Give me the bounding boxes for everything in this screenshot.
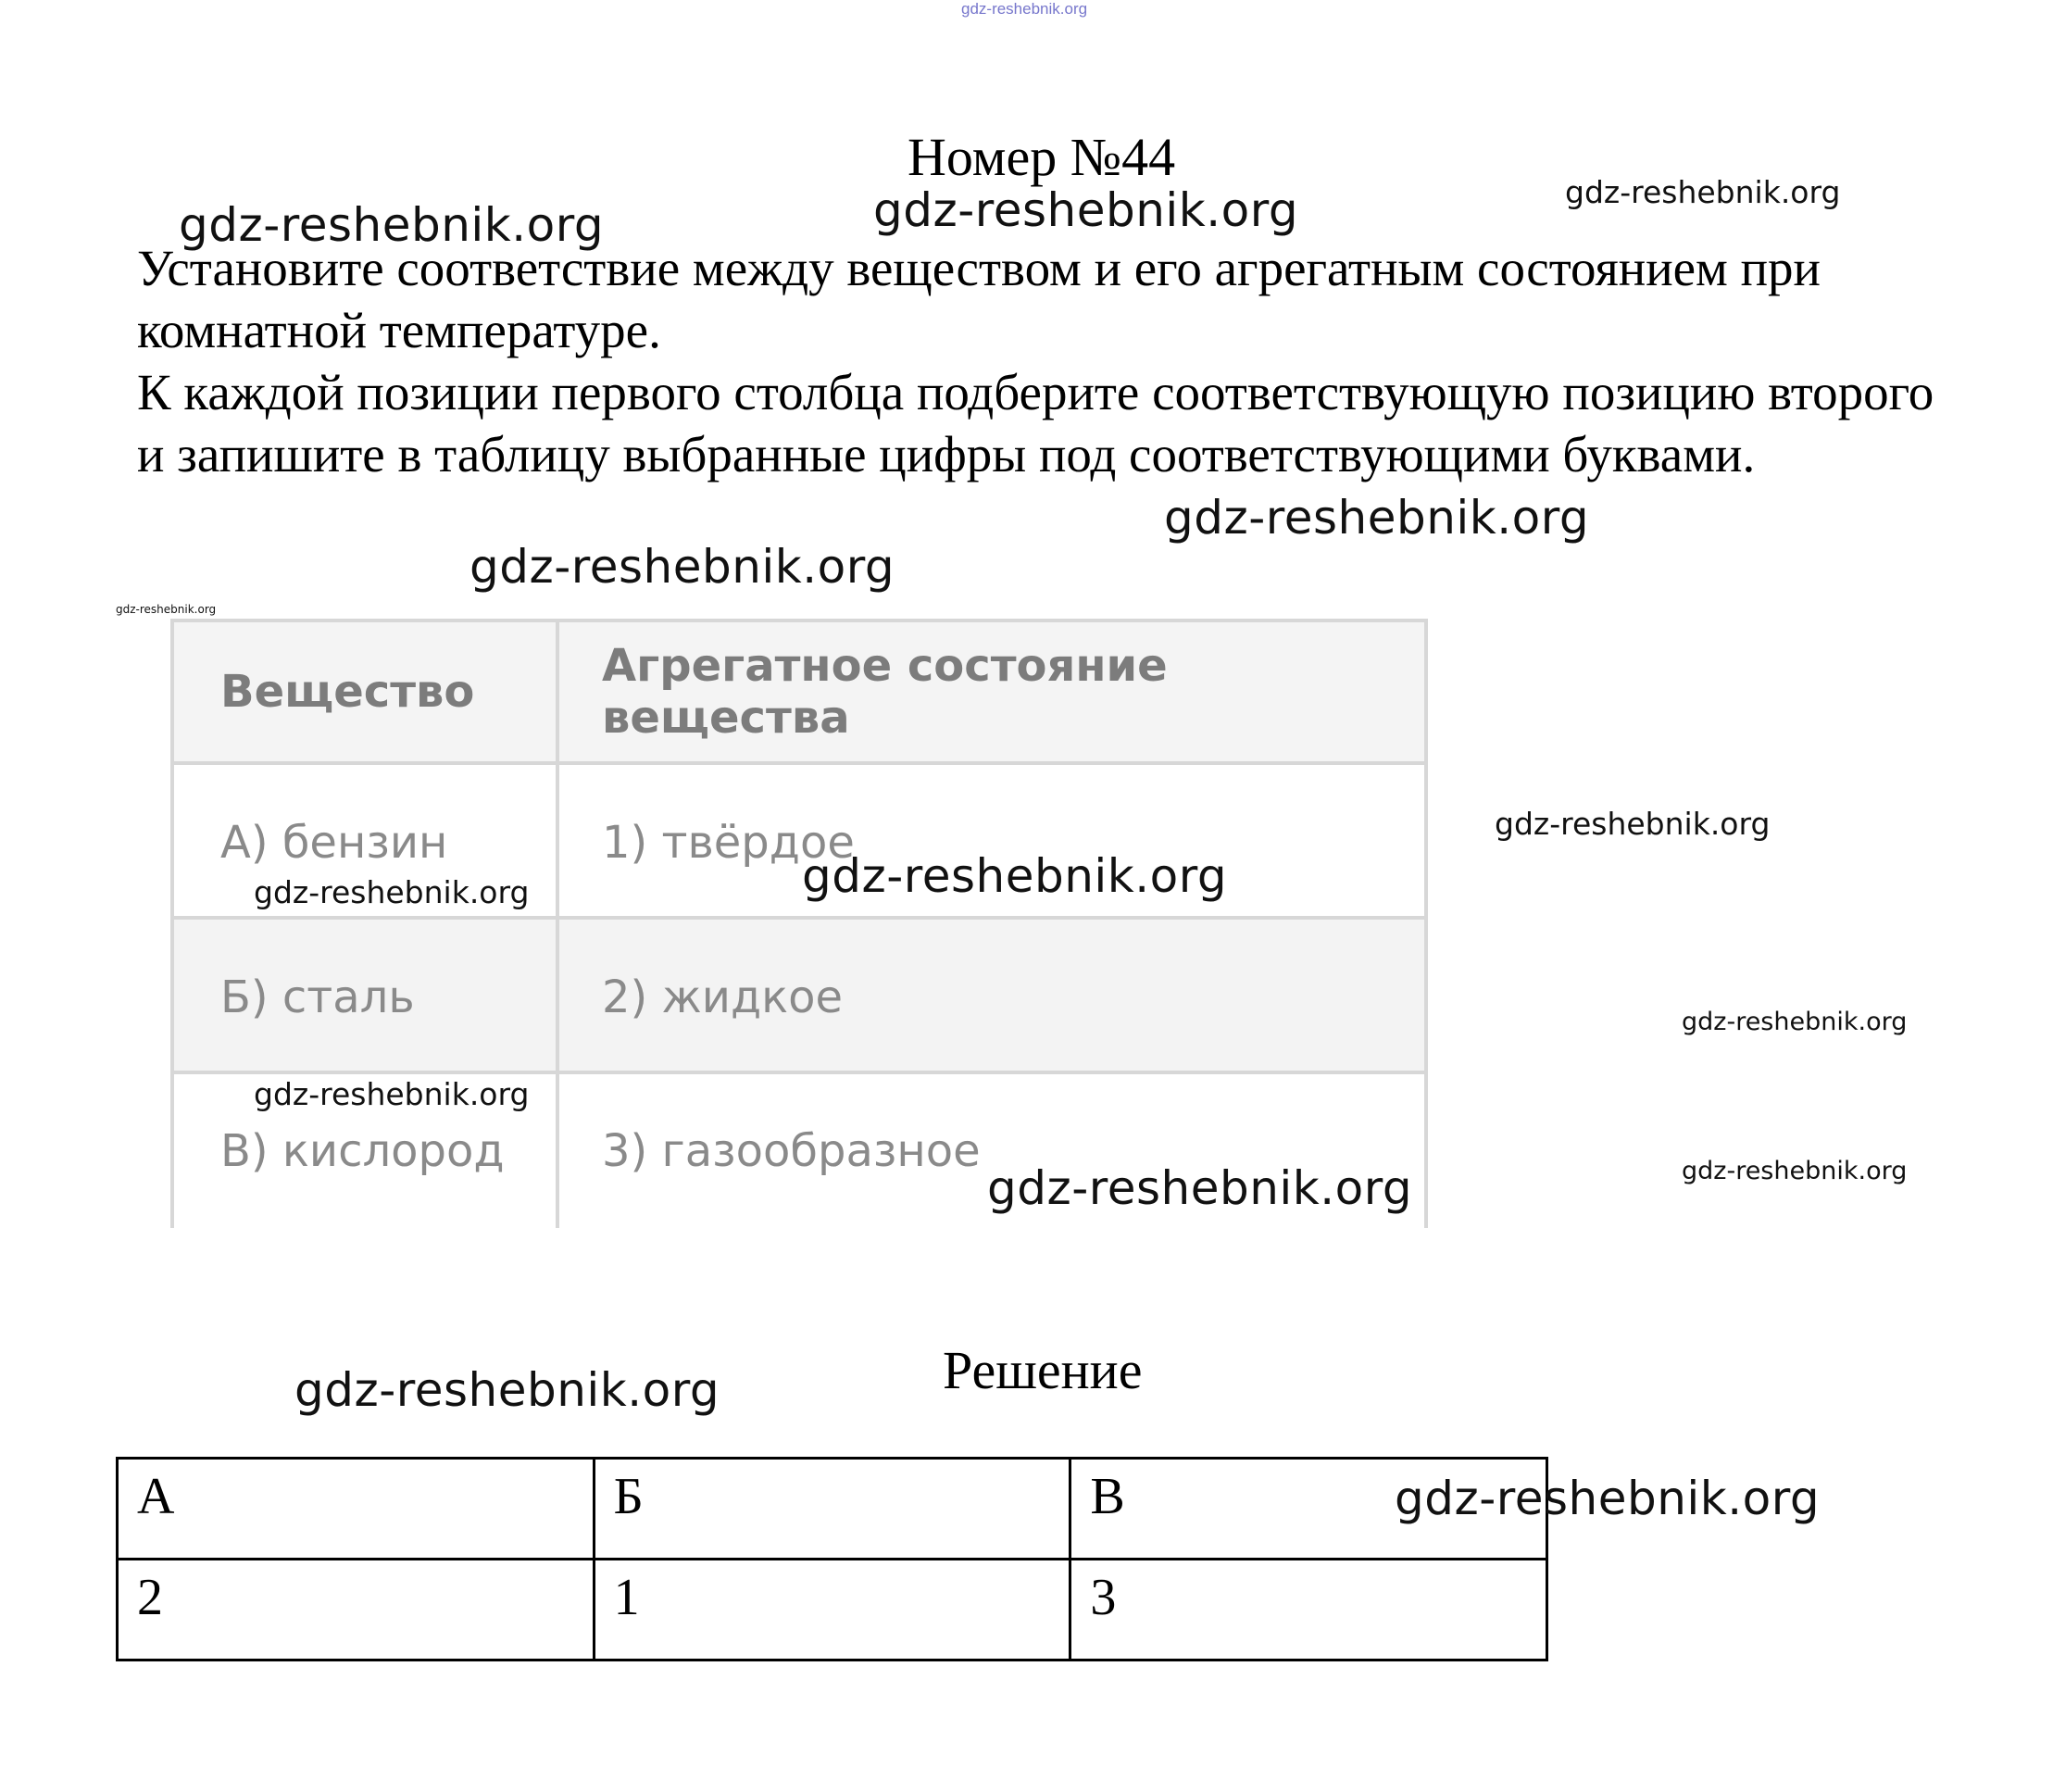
substance-cell: А) бензин — [220, 816, 448, 869]
watermark: gdz-reshebnik.org — [1682, 1157, 1908, 1185]
task-paragraph-1: Установите соответствие между веществом и его агрегатным состоянием при комнатной температуре. — [137, 240, 1821, 358]
watermark: gdz-reshebnik.org — [1164, 491, 1590, 545]
matching-table-header — [174, 622, 1424, 761]
solution-title: Решение — [943, 1340, 1143, 1400]
state-cell: 3) газообразное — [556, 1074, 1424, 1228]
substance-cell: В) кислород — [220, 1125, 505, 1177]
answer-header-cell: А — [118, 1459, 595, 1560]
answer-value-cell: 2 — [118, 1560, 595, 1660]
state-cell: 2) жидкое — [556, 920, 1424, 1074]
watermark: gdz-reshebnik.org — [254, 1076, 530, 1112]
state-cell: 1) твёрдое — [556, 765, 1424, 920]
watermark: gdz-reshebnik.org — [1682, 1008, 1908, 1036]
answer-table — [116, 1457, 1548, 1661]
table-row — [174, 916, 1424, 1074]
answer-header-cell: Б — [594, 1459, 1070, 1560]
watermark: gdz-reshebnik.org — [116, 603, 217, 616]
answer-header-cell: В — [1070, 1459, 1547, 1560]
header-substance: Вещество — [220, 666, 475, 718]
header-state: Агрегатное состояние вещества — [556, 622, 1424, 761]
top-watermark: gdz-reshebnik.org — [961, 0, 1088, 18]
page-title: Номер №44 — [908, 127, 1176, 187]
watermark: gdz-reshebnik.org — [1565, 174, 1841, 210]
answer-value-row — [118, 1560, 1547, 1660]
watermark: gdz-reshebnik.org — [802, 849, 1228, 903]
watermark: gdz-reshebnik.org — [469, 540, 895, 594]
task-text — [137, 237, 1952, 485]
watermark: gdz-reshebnik.org — [987, 1161, 1413, 1215]
watermark: gdz-reshebnik.org — [179, 198, 605, 252]
watermark: gdz-reshebnik.org — [294, 1363, 720, 1417]
matching-table — [170, 619, 1428, 1228]
substance-cell: Б) сталь — [220, 971, 415, 1023]
watermark: gdz-reshebnik.org — [1395, 1472, 1821, 1525]
watermark: gdz-reshebnik.org — [254, 874, 530, 910]
watermark: gdz-reshebnik.org — [873, 183, 1299, 237]
answer-header-row — [118, 1459, 1547, 1560]
watermark: gdz-reshebnik.org — [1495, 806, 1771, 842]
task-paragraph-2: К каждой позиции первого столбца подберите соответствующую позицию второго и запишите в таблицу выбранные цифры под соответствующими буквами. — [137, 364, 1934, 482]
answer-value-cell: 3 — [1070, 1560, 1547, 1660]
answer-value-cell: 1 — [594, 1560, 1070, 1660]
